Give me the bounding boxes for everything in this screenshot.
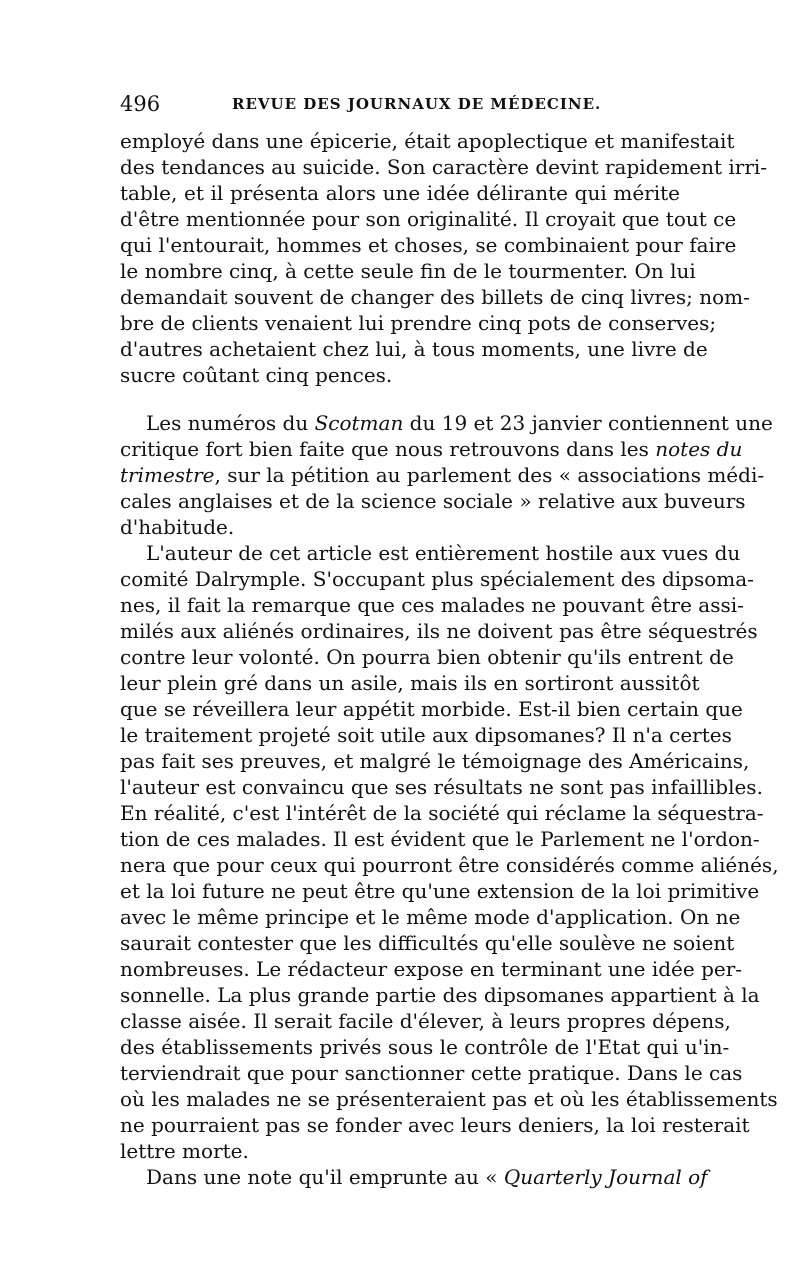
text-line: nera que pour ceux qui pourront être considérés comme aliénés, — [120, 853, 779, 877]
text-line: nes, il fait la remarque que ces malades ne pouvant être assi- — [120, 593, 744, 617]
journal-title: Quarterly Journal of — [503, 1165, 708, 1189]
text-line: sucre coûtant cinq pences. — [120, 363, 393, 387]
text-line: cales anglaises et de la science sociale » relative aux buveurs — [120, 489, 746, 513]
text-line: qui l'entourait, hommes et choses, se combinaient pour faire — [120, 233, 737, 257]
text-line: critique fort bien faite que nous retrouvons dans les notes du — [120, 437, 743, 461]
running-title: REVUE DES JOURNAUX DE MÉDECINE. — [232, 95, 602, 113]
text-line: En réalité, c'est l'intérêt de la société qui réclame la séquestra- — [120, 801, 764, 825]
text-line: où les malades ne se présenteraient pas et où les établissements — [120, 1087, 778, 1111]
text-line: employé dans une épicerie, était apoplectique et manifestait — [120, 129, 735, 153]
text-line: table, et il présenta alors une idée délirante qui mérite — [120, 181, 680, 205]
text-line: ne pourraient pas se fonder avec leurs deniers, la loi resterait — [120, 1113, 750, 1137]
page-number: 496 — [120, 92, 161, 116]
text-line: sonnelle. La plus grande partie des dipsomanes appartient à la — [120, 983, 760, 1007]
text-line: lettre morte. — [120, 1139, 249, 1163]
text-line: le nombre cinq, à cette seule fin de le tourmenter. On lui — [120, 259, 696, 283]
text-line: milés aux aliénés ordinaires, ils ne doivent pas être séquestrés — [120, 619, 758, 643]
text-line: pas fait ses preuves, et malgré le témoignage des Américains, — [120, 749, 750, 773]
text-line: d'habitude. — [120, 515, 235, 539]
text-line: saurait contester que les difficultés qu'elle soulève ne soient — [120, 931, 735, 955]
text-line: trimestre, sur la pétition au parlement des « associations médi- — [120, 463, 765, 487]
text-line: terviendrait que pour sanctionner cette pratique. Dans le cas — [120, 1061, 743, 1085]
text-line: bre de clients venaient lui prendre cinq pots de conserves; — [120, 311, 717, 335]
text-line: nombreuses. Le rédacteur expose en terminant une idée per- — [120, 957, 743, 981]
text-line: avec le même principe et le même mode d'application. On ne — [120, 905, 741, 929]
text-line: Les numéros du Scotman du 19 et 23 janvier contiennent une — [146, 411, 773, 435]
text-line: l'auteur est convaincu que ses résultats ne sont pas infaillibles. — [120, 775, 763, 799]
text-line: contre leur volonté. On pourra bien obtenir qu'ils entrent de — [120, 645, 734, 669]
text-line: classe aisée. Il serait facile d'élever, à leurs propres dépens, — [120, 1009, 731, 1033]
text-line: Dans une note qu'il emprunte au « Quarterly Journal of — [146, 1165, 708, 1189]
text-line: et la loi future ne peut être qu'une extension de la loi primitive — [120, 879, 760, 903]
text-line: d'être mentionnée pour son originalité. Il croyait que tout ce — [120, 207, 737, 231]
text-line: que se réveillera leur appétit morbide. Est-il bien certain que — [120, 697, 743, 721]
text-line: d'autres achetaient chez lui, à tous moments, une livre de — [120, 337, 708, 361]
text-line: leur plein gré dans un asile, mais ils en sortiront aussitôt — [120, 671, 700, 695]
text-line: demandait souvent de changer des billets de cinq livres; nom- — [120, 285, 750, 309]
text-line: tion de ces malades. Il est évident que le Parlement ne l'ordon- — [120, 827, 760, 851]
text-line: des établissements privés sous le contrôle de l'Etat qui u'in- — [120, 1035, 730, 1059]
page-header — [120, 92, 680, 116]
text-line: le traitement projeté soit utile aux dipsomanes? Il n'a certes — [120, 723, 732, 747]
text-line: des tendances au suicide. Son caractère devint rapidement irri- — [120, 155, 768, 179]
text-line: L'auteur de cet article est entièrement hostile aux vues du — [146, 541, 741, 565]
journal-title: Scotman — [314, 411, 404, 435]
text-line: comité Dalrymple. S'occupant plus spécialement des dipsoma- — [120, 567, 754, 591]
